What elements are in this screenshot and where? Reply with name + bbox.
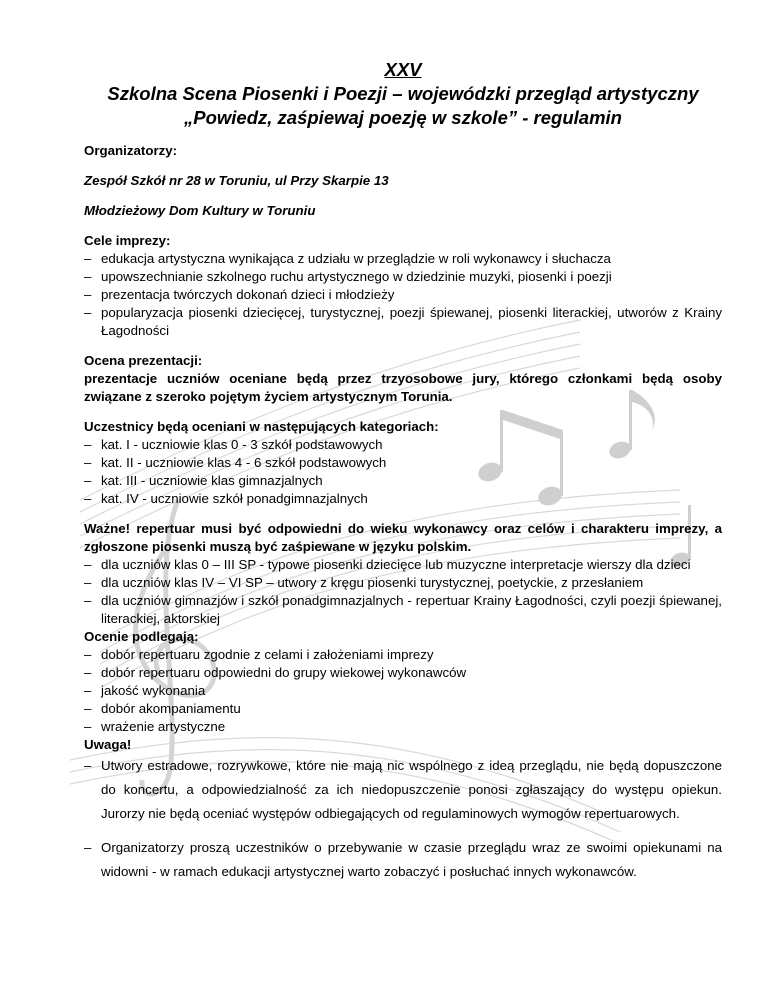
list-item: – kat. I - uczniowie klas 0 - 3 szkół podstawowych xyxy=(84,437,383,452)
categories-heading: Uczestnicy będą oceniani w następujących kategoriach: xyxy=(84,419,439,434)
list-item: – dla uczniów klas IV – VI SP – utwory z kręgu piosenki turystycznej, poetyckie, z przesłaniem xyxy=(84,575,644,590)
organizer-school: Zespół Szkół nr 28 w Toruniu, ul Przy Skarpie 13 xyxy=(84,173,389,188)
list-item: – Organizatorzy proszą uczestników o przebywanie w czasie przeglądu wraz ze swoimi opiekunami na widowni - w ramach edukacji artystycznej warto zobaczyć i posłuchać innych wykonawców. xyxy=(84,840,722,879)
list-item: – edukacja artystyczna wynikająca z udziału w przeglądzie w roli wykonawcy i słuchacza xyxy=(84,251,611,266)
notice-list xyxy=(84,754,722,884)
title-edition: XXV xyxy=(384,59,422,80)
list-item: – kat. II - uczniowie klas 4 - 6 szkół podstawowych xyxy=(84,455,387,470)
list-item: – dobór repertuaru odpowiedni do grupy wiekowej wykonawców xyxy=(84,665,467,680)
title-subtitle: „Powiedz, zaśpiewaj poezję w szkole” - regulamin xyxy=(184,107,622,128)
list-item: – prezentacja twórczych dokonań dzieci i młodzieży xyxy=(84,287,395,302)
list-item: – Utwory estradowe, rozrywkowe, które nie mają nic wspólnego z ideą przeglądu, nie będą dopuszczone do koncertu, a odpowiedzialność za ich niedopuszczenie ponosi zgłaszający do występu opiekun. Jurorzy nie będą oceniać występów odbiegających od regulaminowych wymogów repertuarowych. xyxy=(84,758,722,821)
list-item: – dobór akompaniamentu xyxy=(84,701,241,716)
evaluation-text: prezentacje uczniów oceniane będą przez trzyosobowe jury, którego członkami będą osoby związane z szeroko pojętym życiem artystycznym Torunia. xyxy=(84,371,722,404)
criteria-list xyxy=(84,646,722,736)
list-item: – jakość wykonania xyxy=(84,683,206,698)
criteria-heading: Ocenie podlegają: xyxy=(84,629,199,644)
repertoire-list xyxy=(84,556,722,628)
goals-list xyxy=(84,250,722,340)
list-item: – dobór repertuaru zgodnie z celami i założeniami imprezy xyxy=(84,647,434,662)
notice-heading: Uwaga! xyxy=(84,737,132,752)
organizers-heading: Organizatorzy: xyxy=(84,143,178,158)
list-item: – dla uczniów klas 0 – III SP - typowe piosenki dziecięce lub muzyczne interpretacje wierszy dla dzieci xyxy=(84,557,691,572)
title-event-name: Szkolna Scena Piosenki i Poezji – wojewódzki przegląd artystyczny xyxy=(107,83,699,104)
important-note: Ważne! repertuar musi być odpowiedni do wieku wykonawcy oraz celów i charakteru imprezy, a zgłoszone piosenki muszą być zaśpiewane w języku polskim. xyxy=(84,521,722,554)
list-item: – kat. IV - uczniowie szkół ponadgimnazjalnych xyxy=(84,491,368,506)
document-title xyxy=(84,58,722,130)
document-page xyxy=(84,58,722,884)
list-item: – popularyzacja piosenki dziecięcej, turystycznej, poezji śpiewanej, piosenki literackiej, utworów z Krainy Łagodności xyxy=(84,305,722,338)
evaluation-heading: Ocena prezentacji: xyxy=(84,353,203,368)
list-item: – kat. III - uczniowie klas gimnazjalnych xyxy=(84,473,323,488)
organizer-youth-centre: Młodzieżowy Dom Kultury w Toruniu xyxy=(84,203,316,218)
list-item: – upowszechnianie szkolnego ruchu artystycznego w dziedzinie muzyki, piosenki i poezji xyxy=(84,269,612,284)
list-item: – dla uczniów gimnazjów i szkół ponadgimnazjalnych - repertuar Krainy Łagodności, czyli poezji śpiewanej, literackiej, aktorskiej xyxy=(84,593,722,626)
categories-list xyxy=(84,436,722,508)
list-item: – wrażenie artystyczne xyxy=(84,719,226,734)
goals-heading: Cele imprezy: xyxy=(84,233,171,248)
